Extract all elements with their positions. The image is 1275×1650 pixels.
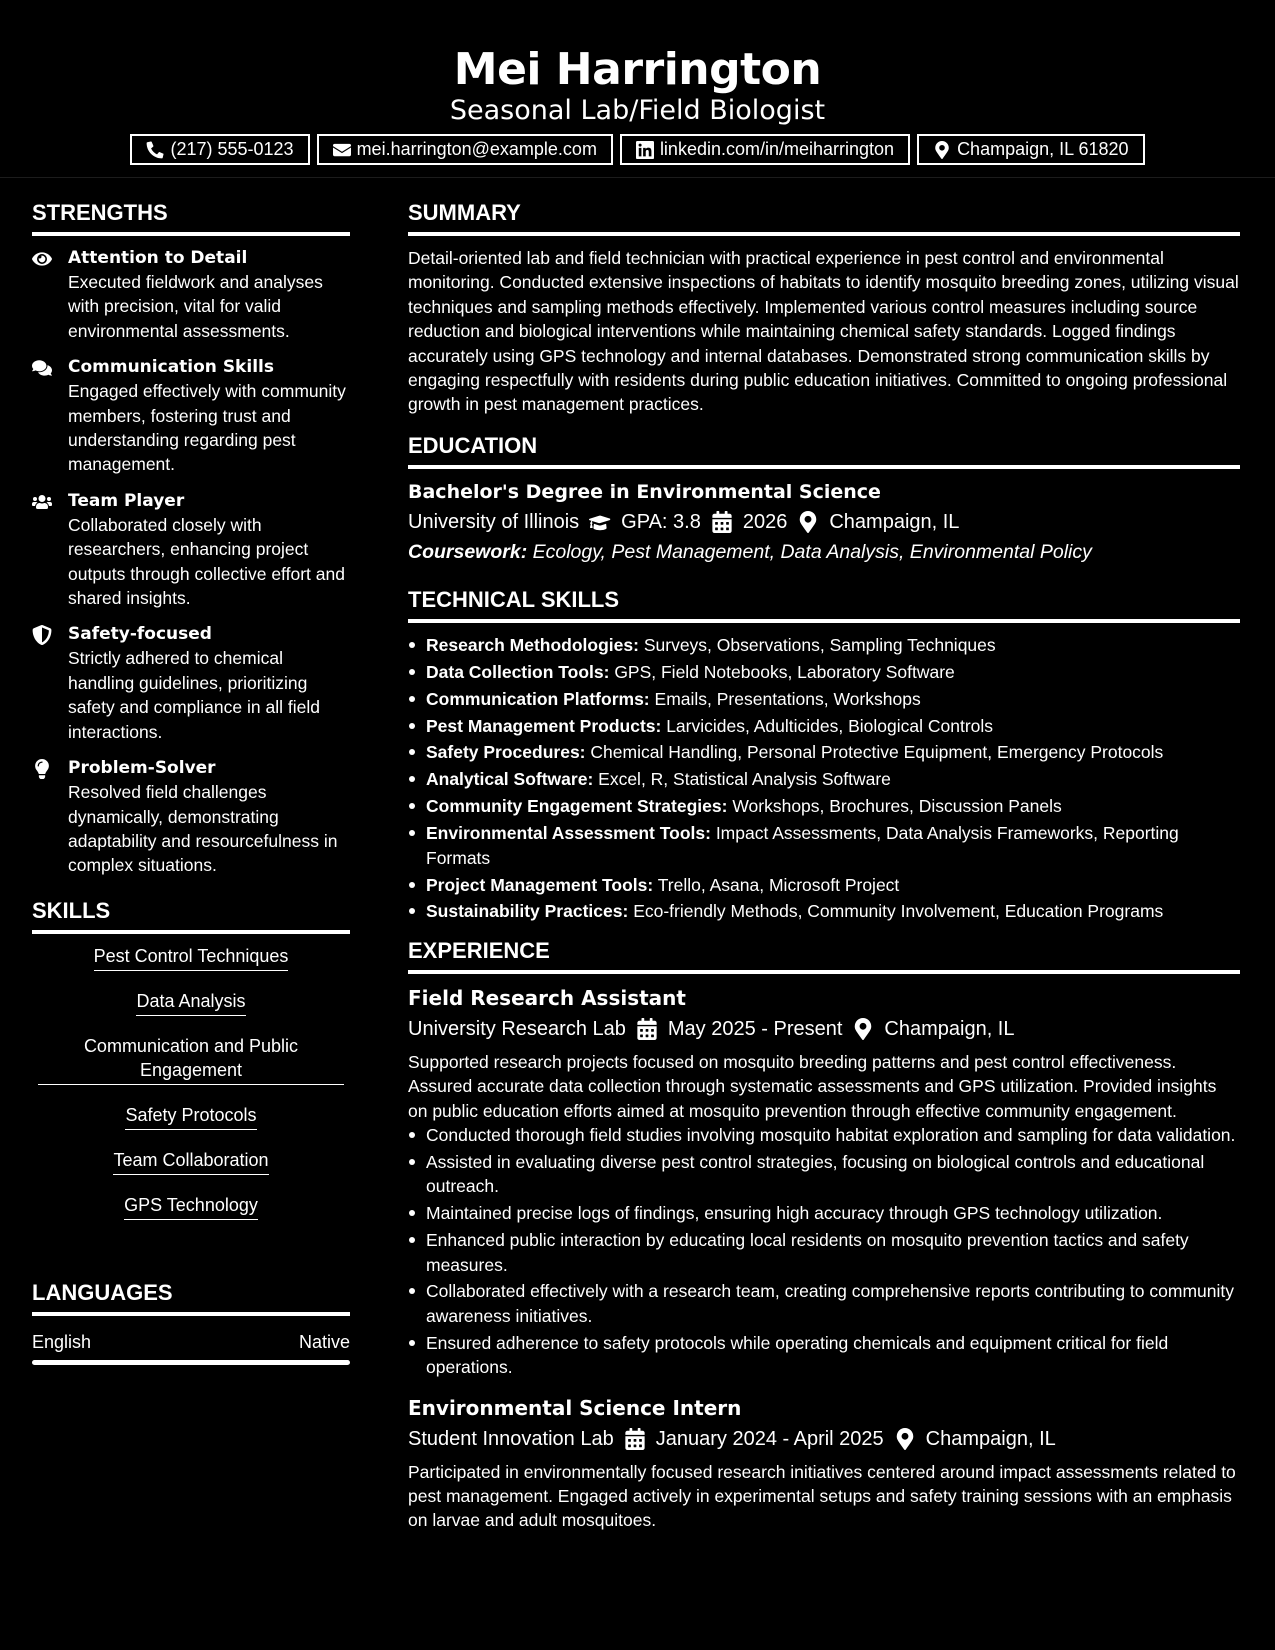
- skill-label: Sustainability Practices:: [426, 901, 629, 922]
- summary-text: Detail-oriented lab and field technician with practical experience in pest control and environmental monitoring. Conducted extensive inspections of habitats to identify mosquito breeding zones, utilizing visual techniques and sampling methods effectively. Implemented various control measures including source reduction and biological interventions while maintaining chemical safety standards. Logged findings accurately using GPS technology and internal databases. Demonstrated strong communication skills by engaging respectfully with residents during public education initiatives. Committed to ongoing professional growth in pest management practices.: [408, 248, 1239, 415]
- skill-value: Surveys, Observations, Sampling Techniques: [643, 634, 996, 655]
- list-item: [408, 899, 1240, 923]
- eye-icon: [32, 249, 52, 269]
- list-item: Collaborated effectively with a research team, creating comprehensive reports contributing to community awareness initiatives.: [408, 1279, 1240, 1328]
- coursework: [408, 537, 1240, 567]
- job-org: Student Innovation Lab: [408, 1427, 614, 1450]
- left-column: [32, 198, 350, 1365]
- skill-label: Project Management Tools:: [426, 874, 654, 895]
- strength-text: Collaborated closely with researchers, enhancing project outputs through collective effort and shared insights.: [68, 514, 345, 609]
- contact-linkedin-text: linkedin.com/in/meiharrington: [659, 139, 895, 159]
- lightbulb-icon: [32, 759, 52, 779]
- users-icon: [32, 492, 52, 512]
- list-item: [408, 821, 1240, 870]
- resume-header: [0, 0, 1275, 178]
- strength-title: Safety-focused: [68, 624, 212, 645]
- candidate-title: Seasonal Lab/Field Biologist: [449, 95, 826, 126]
- contact-bar: [0, 134, 1275, 165]
- job-org: University Research Lab: [408, 1017, 626, 1040]
- strength-title: Attention to Detail: [68, 248, 248, 268]
- skills-heading: SKILLS: [32, 896, 350, 934]
- comments-icon: [32, 358, 52, 378]
- strength-title: Problem-Solver: [68, 758, 216, 779]
- list-item: Maintained precise logs of findings, ensuring high accuracy through GPS technology utilization.: [408, 1201, 1240, 1225]
- skill-label: Safety Procedures:: [426, 742, 586, 763]
- contact-email-text: mei.harrington@example.com: [356, 139, 597, 159]
- graduation-year: 2026: [742, 510, 788, 533]
- skill-label: Research Methodologies:: [426, 634, 639, 655]
- language-row: [32, 1330, 350, 1354]
- skill-tag: Safety Protocols: [125, 1103, 256, 1130]
- strength-text: Executed fieldwork and analyses with precision, vital for valid environmental assessments.: [68, 272, 323, 341]
- contact-linkedin[interactable]: [620, 134, 910, 165]
- skill-label: Analytical Software:: [426, 769, 594, 790]
- strengths-heading: STRENGTHS: [32, 198, 350, 236]
- gpa: GPA: 3.8: [621, 510, 701, 533]
- list-item: [408, 714, 1240, 738]
- skill-value: Emails, Presentations, Workshops: [654, 688, 921, 709]
- contact-location[interactable]: [917, 134, 1144, 165]
- calendar-icon: [711, 511, 733, 533]
- job-meta: [408, 1424, 1240, 1454]
- strength-title: Team Player: [68, 490, 185, 511]
- job-title: Environmental Science Intern: [408, 1395, 742, 1420]
- education-heading: EDUCATION: [408, 431, 1240, 469]
- education-location: Champaign, IL: [829, 510, 960, 533]
- coursework-list: Ecology, Pest Management, Data Analysis, Environmental Policy: [532, 540, 1092, 563]
- list-item: [408, 660, 1240, 684]
- skill-value: Eco-friendly Methods, Community Involvement, Education Programs: [633, 901, 1164, 922]
- skill-value: Trello, Asana, Microsoft Project: [657, 874, 900, 895]
- job-entry: [408, 984, 1240, 1380]
- skills-list: [32, 944, 350, 1238]
- phone-icon: [146, 141, 164, 159]
- skill-label: Community Engagement Strategies:: [426, 796, 728, 817]
- skill-tag: Team Collaboration: [113, 1148, 268, 1175]
- strength-title: Communication Skills: [68, 357, 274, 378]
- skill-tag: Communication and Public Engagement: [38, 1034, 344, 1085]
- languages-heading: LANGUAGES: [32, 1278, 350, 1316]
- job-location: Champaign, IL: [925, 1427, 1056, 1450]
- list-item: Assisted in evaluating diverse pest control strategies, focusing on biological controls and educational outreach.: [408, 1150, 1240, 1199]
- language-name: English: [32, 1331, 92, 1352]
- job-entry: [408, 1394, 1240, 1533]
- list-item: [408, 794, 1240, 818]
- calendar-icon: [624, 1428, 646, 1450]
- degree-title: Bachelor's Degree in Environmental Science: [408, 480, 881, 503]
- skill-value: GPS, Field Notebooks, Laboratory Software: [614, 661, 955, 682]
- skill-value: Impact Assessments, Data Analysis Frameworks, Reporting Formats: [426, 823, 1179, 868]
- skill-label: Environmental Assessment Tools:: [426, 823, 711, 844]
- strength-text: Strictly adhered to chemical handling guidelines, prioritizing safety and compliance in all field interactions.: [68, 648, 320, 742]
- list-item: Conducted thorough field studies involving mosquito habitat exploration and sampling for data validation.: [408, 1123, 1240, 1147]
- graduation-cap-icon: [589, 511, 611, 533]
- calendar-icon: [636, 1018, 658, 1040]
- job-summary: Participated in environmentally focused research initiatives centered around impact assessments related to pest management. Engaged actively in experimental setups and safety training sessions with an emphasis on larvae and adult mosquitoes.: [408, 1461, 1236, 1531]
- skill-label: Data Collection Tools:: [426, 661, 610, 682]
- skill-label: Pest Management Products:: [426, 715, 662, 736]
- technical-skills-heading: TECHNICAL SKILLS: [408, 585, 1240, 623]
- language-level: Native: [298, 1331, 350, 1352]
- skill-value: Workshops, Brochures, Discussion Panels: [732, 796, 1062, 817]
- strength-item: [32, 489, 350, 611]
- map-pin-icon: [852, 1018, 874, 1040]
- skill-tag: GPS Technology: [124, 1193, 258, 1220]
- strength-item: [32, 622, 350, 744]
- contact-phone-text: (217) 555-0123: [170, 139, 294, 159]
- technical-skills-list: [408, 633, 1240, 924]
- strength-text: Resolved field challenges dynamically, demonstrating adaptability and resourcefulness in complex situations.: [68, 782, 338, 876]
- school-name: University of Illinois: [408, 510, 580, 533]
- summary-heading: SUMMARY: [408, 198, 1240, 236]
- strength-item: [32, 355, 350, 477]
- job-title: Field Research Assistant: [408, 985, 686, 1010]
- skill-value: Excel, R, Statistical Analysis Software: [598, 769, 891, 790]
- list-item: [408, 740, 1240, 764]
- job-summary: Supported research projects focused on mosquito breeding patterns and pest control effectiveness. Assured accurate data collection through systematic assessments and GPS utilization. Provided insights on public education efforts aimed at mosquito prevention through effective community engagement.: [408, 1051, 1217, 1121]
- skill-value: Chemical Handling, Personal Protective Equipment, Emergency Protocols: [590, 742, 1164, 763]
- contact-location-text: Champaign, IL 61820: [957, 139, 1129, 159]
- map-pin-icon: [797, 511, 819, 533]
- skill-value: Larvicides, Adulticides, Biological Controls: [666, 715, 994, 736]
- map-pin-icon: [933, 141, 951, 159]
- contact-email[interactable]: [317, 134, 613, 165]
- strength-item: [32, 246, 350, 343]
- linkedin-icon: [636, 141, 654, 159]
- job-location: Champaign, IL: [884, 1017, 1015, 1040]
- strength-item: [32, 756, 350, 878]
- list-item: [408, 767, 1240, 791]
- job-dates: May 2025 - Present: [667, 1017, 843, 1040]
- coursework-label: Coursework:: [408, 540, 528, 563]
- right-column: [408, 198, 1240, 1533]
- contact-phone[interactable]: [130, 134, 309, 165]
- job-meta: [408, 1014, 1240, 1044]
- skill-tag: Pest Control Techniques: [94, 944, 289, 971]
- skill-label: Communication Platforms:: [426, 688, 650, 709]
- map-pin-icon: [894, 1428, 916, 1450]
- job-dates: January 2024 - April 2025: [655, 1427, 884, 1450]
- list-item: Enhanced public interaction by educating local residents on mosquito prevention tactics and safety measures.: [408, 1228, 1240, 1277]
- job-bullets: [408, 1123, 1240, 1380]
- education-meta: [408, 507, 1240, 537]
- list-item: [408, 873, 1240, 897]
- language-proficiency-bar: [32, 1360, 350, 1365]
- candidate-name: Mei Harrington: [453, 44, 822, 95]
- skill-tag: Data Analysis: [136, 989, 245, 1016]
- experience-heading: EXPERIENCE: [408, 936, 1240, 974]
- list-item: [408, 687, 1240, 711]
- envelope-icon: [333, 141, 351, 159]
- list-item: [408, 633, 1240, 657]
- list-item: Ensured adherence to safety protocols while operating chemicals and equipment critical for field operations.: [408, 1331, 1240, 1380]
- strength-text: Engaged effectively with community members, fostering trust and understanding regarding pest management.: [68, 381, 346, 475]
- shield-icon: [32, 625, 52, 645]
